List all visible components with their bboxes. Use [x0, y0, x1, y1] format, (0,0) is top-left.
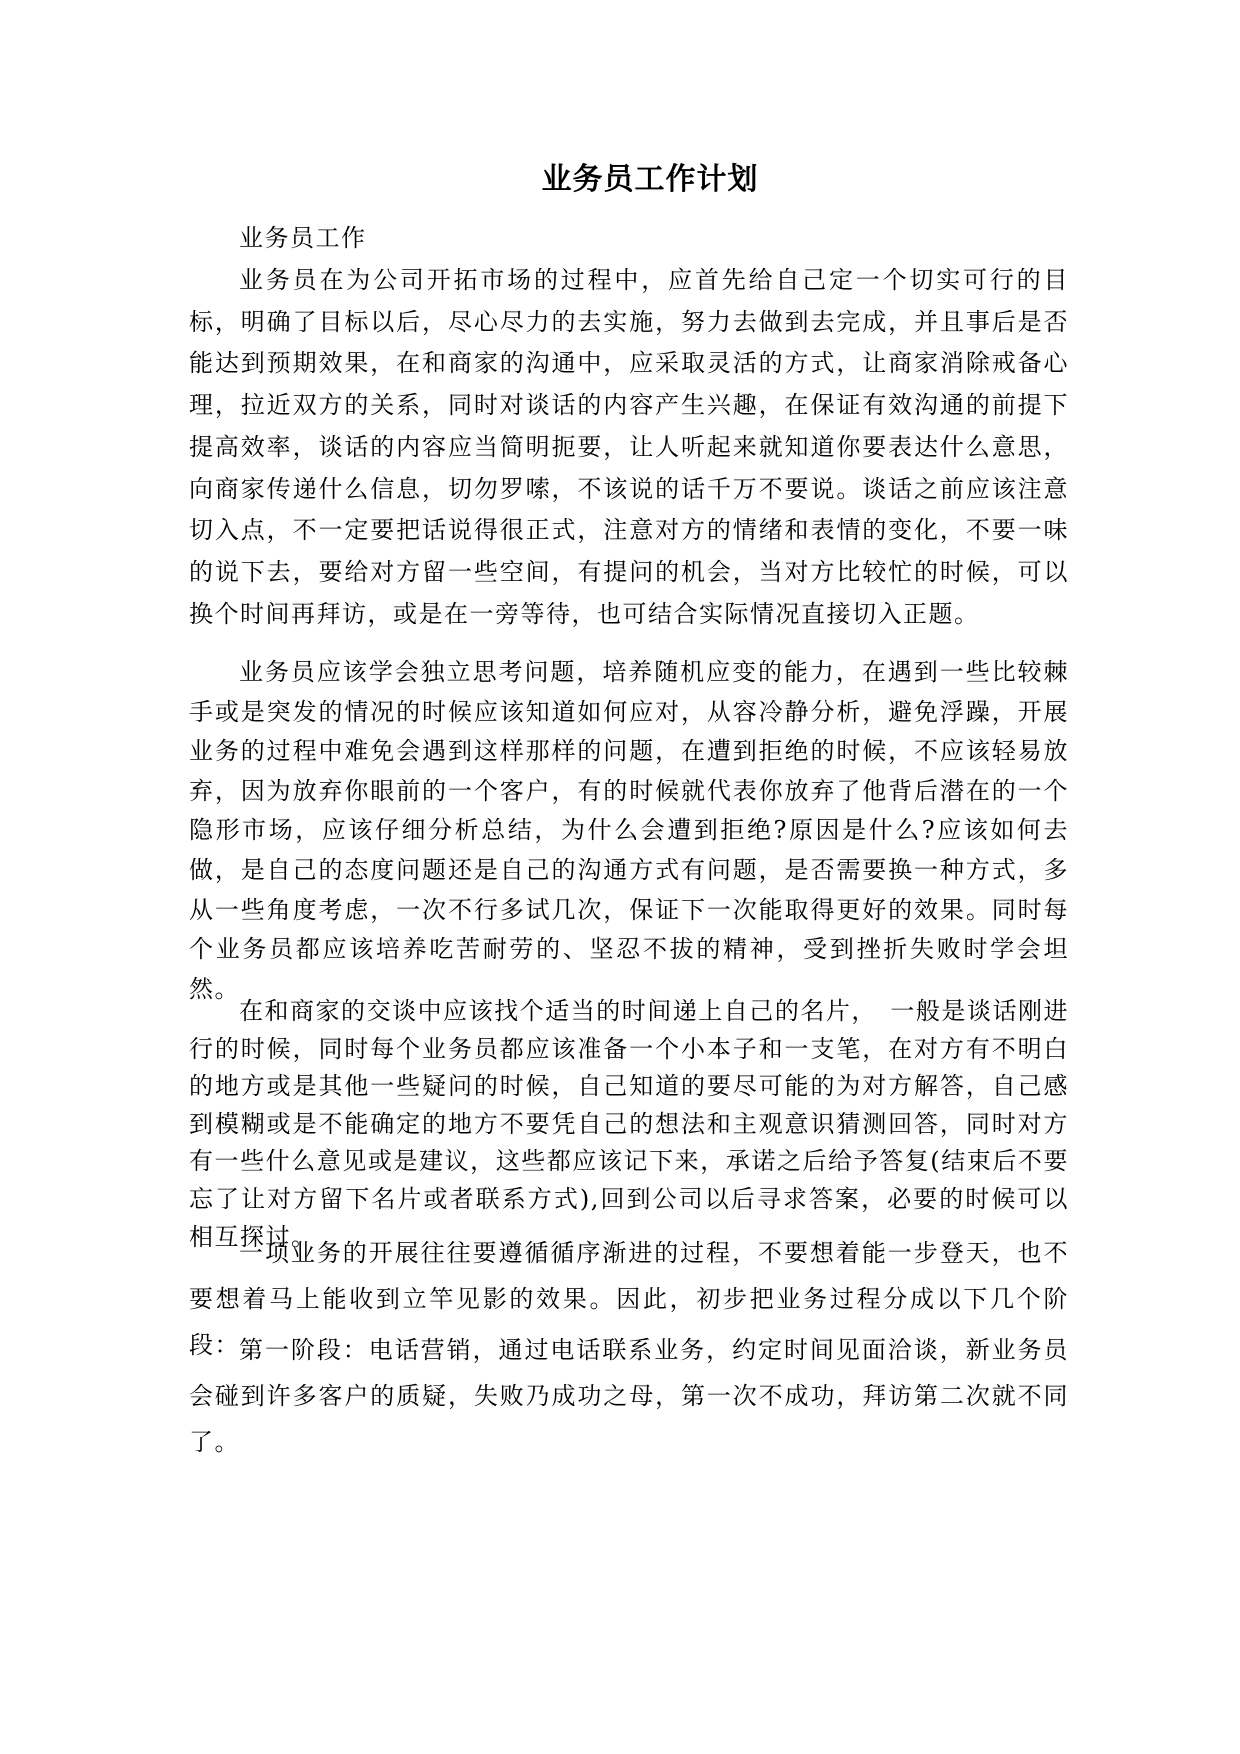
paragraph-3: 在和商家的交谈中应该找个适当的时间递上自己的名片， 一般是谈话刚进行的时候，同时每个业务员都应该准备一个小本子和一支笔，在对方有不明白的地方或是其他一些疑问的时候，自己知道的要尽可能的为对方解答，自己感到模糊或是不能确定的地方不要凭自己的想法和主观意识猜测回答，同时对方有一些什么意见或是建议，这些都应该记下来，承诺之后给予答复(结束后不要忘了让对方留下名片或者联系方式),回到公司以后寻求答案，必要的时候可以相互探讨。: [189, 997, 1069, 1251]
paragraph-1: 业务员在为公司开拓市场的过程中，应首先给自己定一个切实可行的目标，明确了目标以后，尽心尽力的去实施，努力去做到去完成，并且事后是否能达到预期效果，在和商家的沟通中，应采取灵活的方式，让商家消除戒备心理，拉近双方的关系，同时对谈话的内容产生兴趣，在保证有效沟通的前提下提高效率，谈话的内容应当简明扼要，让人听起来就知道你要表达什么意思，向商家传递什么信息，切勿罗嗦，不该说的话千万不要说。谈话之前应该注意切入点，不一定要把话说得很正式，注意对方的情绪和表情的变化，不要一味的说下去，要给对方留一些空间，有提问的机会，当对方比较忙的时候，可以换个时间再拜访，或是在一旁等待，也可结合实际情况直接切入正题。: [189, 266, 1069, 628]
document-title: 业务员工作计划: [541, 162, 759, 197]
paragraph-4: 一项业务的开展往往要遵循循序渐进的过程，不要想着能一步登天，也不要想着马上能收到立竿见影的效果。因此，初步把业务过程分成以下几个阶段：: [189, 1239, 1069, 1359]
paragraph-5: 第一阶段：电话营销，通过电话联系业务，约定时间见面洽谈，新业务员会碰到许多客户的质疑，失败乃成功之母，第一次不成功，拜访第二次就不同了。: [189, 1336, 1069, 1456]
paragraph-2: 业务员应该学会独立思考问题，培养随机应变的能力，在遇到一些比较棘手或是突发的情况的时候应该知道如何应对，从容冷静分析，避免浮躁，开展业务的过程中难免会遇到这样那样的问题，在遭到拒绝的时候，不应该轻易放弃，因为放弃你眼前的一个客户，有的时候就代表你放弃了他背后潜在的一个隐形市场，应该仔细分析总结，为什么会遭到拒绝?原因是什么?应该如何去做，是自己的态度问题还是自己的沟通方式有问题，是否需要换一种方式，多从一些角度考虑，一次不行多试几次，保证下一次能取得更好的效果。同时每个业务员都应该培养吃苦耐劳的、坚忍不拔的精神，受到挫折失败时学会坦然。: [189, 658, 1069, 1003]
section-heading: 业务员工作: [239, 224, 367, 252]
